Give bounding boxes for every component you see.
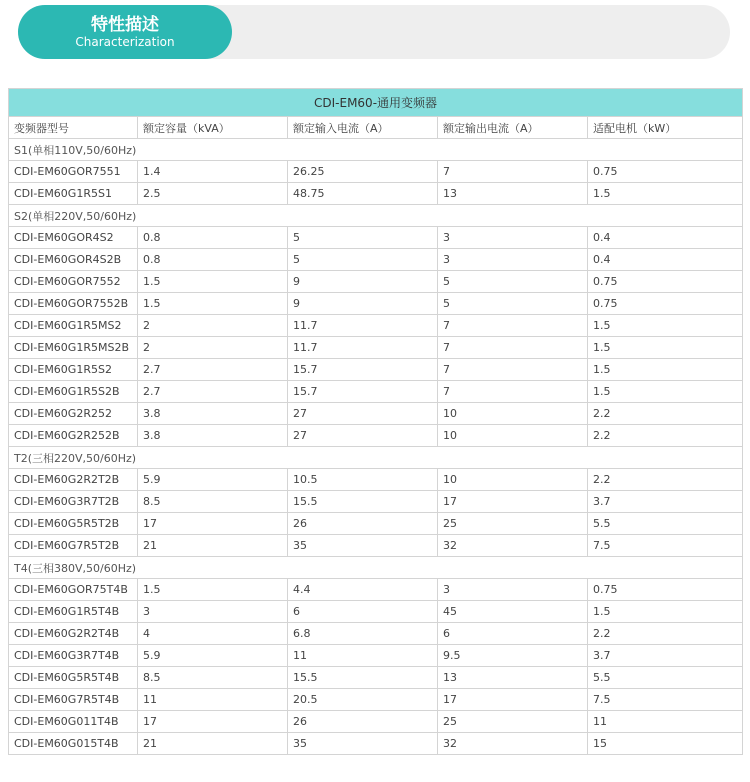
table-row bbox=[9, 645, 743, 667]
header-row bbox=[9, 117, 743, 139]
cell-output-current: 13 bbox=[438, 183, 588, 205]
cell-motor: 2.2 bbox=[588, 469, 743, 491]
cell-capacity: 5.9 bbox=[138, 645, 288, 667]
cell-input-current: 15.5 bbox=[288, 667, 438, 689]
table-row bbox=[9, 425, 743, 447]
cell-input-current: 4.4 bbox=[288, 579, 438, 601]
cell-output-current: 45 bbox=[438, 601, 588, 623]
cell-motor: 11 bbox=[588, 711, 743, 733]
cell-capacity: 0.8 bbox=[138, 227, 288, 249]
cell-model: CDI-EM60G2R252 bbox=[9, 403, 138, 425]
table-row bbox=[9, 469, 743, 491]
cell-model: CDI-EM60GOR4S2B bbox=[9, 249, 138, 271]
cell-output-current: 3 bbox=[438, 249, 588, 271]
table-row bbox=[9, 227, 743, 249]
cell-output-current: 25 bbox=[438, 513, 588, 535]
header-input-current: 额定输入电流（A） bbox=[288, 117, 438, 139]
table-row bbox=[9, 623, 743, 645]
cell-input-current: 6.8 bbox=[288, 623, 438, 645]
cell-input-current: 11 bbox=[288, 645, 438, 667]
cell-output-current: 17 bbox=[438, 689, 588, 711]
cell-motor: 1.5 bbox=[588, 381, 743, 403]
cell-output-current: 6 bbox=[438, 623, 588, 645]
table-row bbox=[9, 667, 743, 689]
cell-input-current: 11.7 bbox=[288, 315, 438, 337]
header-model: 变频器型号 bbox=[9, 117, 138, 139]
section-title-en: Characterization bbox=[75, 35, 175, 49]
table-row bbox=[9, 381, 743, 403]
table-row bbox=[9, 689, 743, 711]
spec-table-container bbox=[8, 88, 742, 755]
cell-output-current: 5 bbox=[438, 293, 588, 315]
cell-capacity: 17 bbox=[138, 711, 288, 733]
cell-motor: 5.5 bbox=[588, 513, 743, 535]
cell-capacity: 2.5 bbox=[138, 183, 288, 205]
cell-output-current: 3 bbox=[438, 579, 588, 601]
group-row bbox=[9, 139, 743, 161]
cell-output-current: 10 bbox=[438, 469, 588, 491]
cell-input-current: 27 bbox=[288, 425, 438, 447]
group-label: S1(单相110V,50/60Hz) bbox=[9, 139, 743, 161]
cell-output-current: 32 bbox=[438, 535, 588, 557]
cell-output-current: 25 bbox=[438, 711, 588, 733]
cell-input-current: 26 bbox=[288, 513, 438, 535]
cell-model: CDI-EM60G3R7T2B bbox=[9, 491, 138, 513]
table-row bbox=[9, 161, 743, 183]
cell-motor: 0.4 bbox=[588, 227, 743, 249]
table-row bbox=[9, 403, 743, 425]
cell-motor: 1.5 bbox=[588, 601, 743, 623]
cell-input-current: 5 bbox=[288, 227, 438, 249]
cell-input-current: 15.7 bbox=[288, 381, 438, 403]
cell-motor: 3.7 bbox=[588, 645, 743, 667]
cell-input-current: 11.7 bbox=[288, 337, 438, 359]
cell-output-current: 7 bbox=[438, 381, 588, 403]
cell-input-current: 6 bbox=[288, 601, 438, 623]
cell-model: CDI-EM60G2R2T2B bbox=[9, 469, 138, 491]
header-motor: 适配电机（kW） bbox=[588, 117, 743, 139]
cell-output-current: 7 bbox=[438, 359, 588, 381]
cell-capacity: 3.8 bbox=[138, 403, 288, 425]
cell-capacity: 4 bbox=[138, 623, 288, 645]
cell-output-current: 32 bbox=[438, 733, 588, 755]
table-row bbox=[9, 601, 743, 623]
cell-output-current: 10 bbox=[438, 425, 588, 447]
cell-model: CDI-EM60G7R5T4B bbox=[9, 689, 138, 711]
cell-output-current: 3 bbox=[438, 227, 588, 249]
cell-model: CDI-EM60G2R2T4B bbox=[9, 623, 138, 645]
table-row bbox=[9, 711, 743, 733]
cell-model: CDI-EM60G1R5S2B bbox=[9, 381, 138, 403]
cell-motor: 1.5 bbox=[588, 337, 743, 359]
cell-motor: 1.5 bbox=[588, 315, 743, 337]
cell-input-current: 9 bbox=[288, 271, 438, 293]
spec-table bbox=[8, 88, 743, 755]
cell-capacity: 11 bbox=[138, 689, 288, 711]
cell-model: CDI-EM60GOR7551 bbox=[9, 161, 138, 183]
cell-motor: 2.2 bbox=[588, 623, 743, 645]
cell-output-current: 13 bbox=[438, 667, 588, 689]
cell-motor: 0.75 bbox=[588, 293, 743, 315]
section-title-zh: 特性描述 bbox=[91, 15, 159, 35]
table-row bbox=[9, 293, 743, 315]
cell-model: CDI-EM60G1R5T4B bbox=[9, 601, 138, 623]
cell-capacity: 2.7 bbox=[138, 381, 288, 403]
cell-model: CDI-EM60G1R5S2 bbox=[9, 359, 138, 381]
cell-output-current: 5 bbox=[438, 271, 588, 293]
cell-input-current: 15.5 bbox=[288, 491, 438, 513]
cell-input-current: 20.5 bbox=[288, 689, 438, 711]
cell-model: CDI-EM60G015T4B bbox=[9, 733, 138, 755]
cell-input-current: 26.25 bbox=[288, 161, 438, 183]
cell-model: CDI-EM60GOR4S2 bbox=[9, 227, 138, 249]
table-row bbox=[9, 315, 743, 337]
cell-capacity: 8.5 bbox=[138, 667, 288, 689]
cell-output-current: 9.5 bbox=[438, 645, 588, 667]
group-row bbox=[9, 447, 743, 469]
cell-capacity: 5.9 bbox=[138, 469, 288, 491]
cell-input-current: 10.5 bbox=[288, 469, 438, 491]
section-title-pill bbox=[18, 5, 232, 59]
table-row bbox=[9, 491, 743, 513]
cell-model: CDI-EM60G3R7T4B bbox=[9, 645, 138, 667]
cell-model: CDI-EM60G011T4B bbox=[9, 711, 138, 733]
cell-motor: 7.5 bbox=[588, 535, 743, 557]
cell-model: CDI-EM60G5R5T4B bbox=[9, 667, 138, 689]
cell-capacity: 2 bbox=[138, 315, 288, 337]
cell-model: CDI-EM60G1R5MS2B bbox=[9, 337, 138, 359]
cell-motor: 2.2 bbox=[588, 403, 743, 425]
cell-input-current: 48.75 bbox=[288, 183, 438, 205]
cell-capacity: 3 bbox=[138, 601, 288, 623]
cell-input-current: 9 bbox=[288, 293, 438, 315]
group-label: T4(三相380V,50/60Hz) bbox=[9, 557, 743, 579]
table-row bbox=[9, 733, 743, 755]
cell-capacity: 8.5 bbox=[138, 491, 288, 513]
cell-input-current: 35 bbox=[288, 733, 438, 755]
cell-motor: 0.75 bbox=[588, 161, 743, 183]
cell-capacity: 1.5 bbox=[138, 579, 288, 601]
table-row bbox=[9, 271, 743, 293]
cell-capacity: 1.5 bbox=[138, 271, 288, 293]
table-row bbox=[9, 359, 743, 381]
header-capacity: 额定容量（kVA） bbox=[138, 117, 288, 139]
cell-motor: 3.7 bbox=[588, 491, 743, 513]
cell-motor: 7.5 bbox=[588, 689, 743, 711]
cell-capacity: 3.8 bbox=[138, 425, 288, 447]
group-row bbox=[9, 557, 743, 579]
header-output-current: 额定输出电流（A） bbox=[438, 117, 588, 139]
table-row bbox=[9, 249, 743, 271]
cell-output-current: 7 bbox=[438, 337, 588, 359]
table-row bbox=[9, 337, 743, 359]
cell-capacity: 1.4 bbox=[138, 161, 288, 183]
cell-motor: 1.5 bbox=[588, 183, 743, 205]
table-body bbox=[9, 139, 743, 755]
cell-capacity: 2.7 bbox=[138, 359, 288, 381]
cell-input-current: 27 bbox=[288, 403, 438, 425]
cell-capacity: 2 bbox=[138, 337, 288, 359]
cell-input-current: 35 bbox=[288, 535, 438, 557]
cell-motor: 0.75 bbox=[588, 579, 743, 601]
cell-capacity: 0.8 bbox=[138, 249, 288, 271]
cell-model: CDI-EM60G1R5MS2 bbox=[9, 315, 138, 337]
cell-output-current: 7 bbox=[438, 161, 588, 183]
cell-model: CDI-EM60GOR7552 bbox=[9, 271, 138, 293]
cell-motor: 15 bbox=[588, 733, 743, 755]
group-label: S2(单相220V,50/60Hz) bbox=[9, 205, 743, 227]
cell-model: CDI-EM60GOR75T4B bbox=[9, 579, 138, 601]
cell-capacity: 21 bbox=[138, 535, 288, 557]
cell-capacity: 21 bbox=[138, 733, 288, 755]
table-row bbox=[9, 579, 743, 601]
cell-capacity: 1.5 bbox=[138, 293, 288, 315]
cell-model: CDI-EM60G5R5T2B bbox=[9, 513, 138, 535]
group-row bbox=[9, 205, 743, 227]
cell-motor: 0.4 bbox=[588, 249, 743, 271]
cell-model: CDI-EM60G1R5S1 bbox=[9, 183, 138, 205]
cell-motor: 2.2 bbox=[588, 425, 743, 447]
cell-input-current: 26 bbox=[288, 711, 438, 733]
cell-model: CDI-EM60GOR7552B bbox=[9, 293, 138, 315]
cell-model: CDI-EM60G7R5T2B bbox=[9, 535, 138, 557]
cell-output-current: 10 bbox=[438, 403, 588, 425]
cell-motor: 1.5 bbox=[588, 359, 743, 381]
cell-capacity: 17 bbox=[138, 513, 288, 535]
cell-input-current: 15.7 bbox=[288, 359, 438, 381]
cell-output-current: 7 bbox=[438, 315, 588, 337]
table-row bbox=[9, 183, 743, 205]
table-row bbox=[9, 535, 743, 557]
cell-motor: 5.5 bbox=[588, 667, 743, 689]
cell-input-current: 5 bbox=[288, 249, 438, 271]
group-label: T2(三相220V,50/60Hz) bbox=[9, 447, 743, 469]
table-row bbox=[9, 513, 743, 535]
cell-motor: 0.75 bbox=[588, 271, 743, 293]
cell-model: CDI-EM60G2R252B bbox=[9, 425, 138, 447]
cell-output-current: 17 bbox=[438, 491, 588, 513]
table-title: CDI-EM60-通用变频器 bbox=[9, 89, 743, 117]
